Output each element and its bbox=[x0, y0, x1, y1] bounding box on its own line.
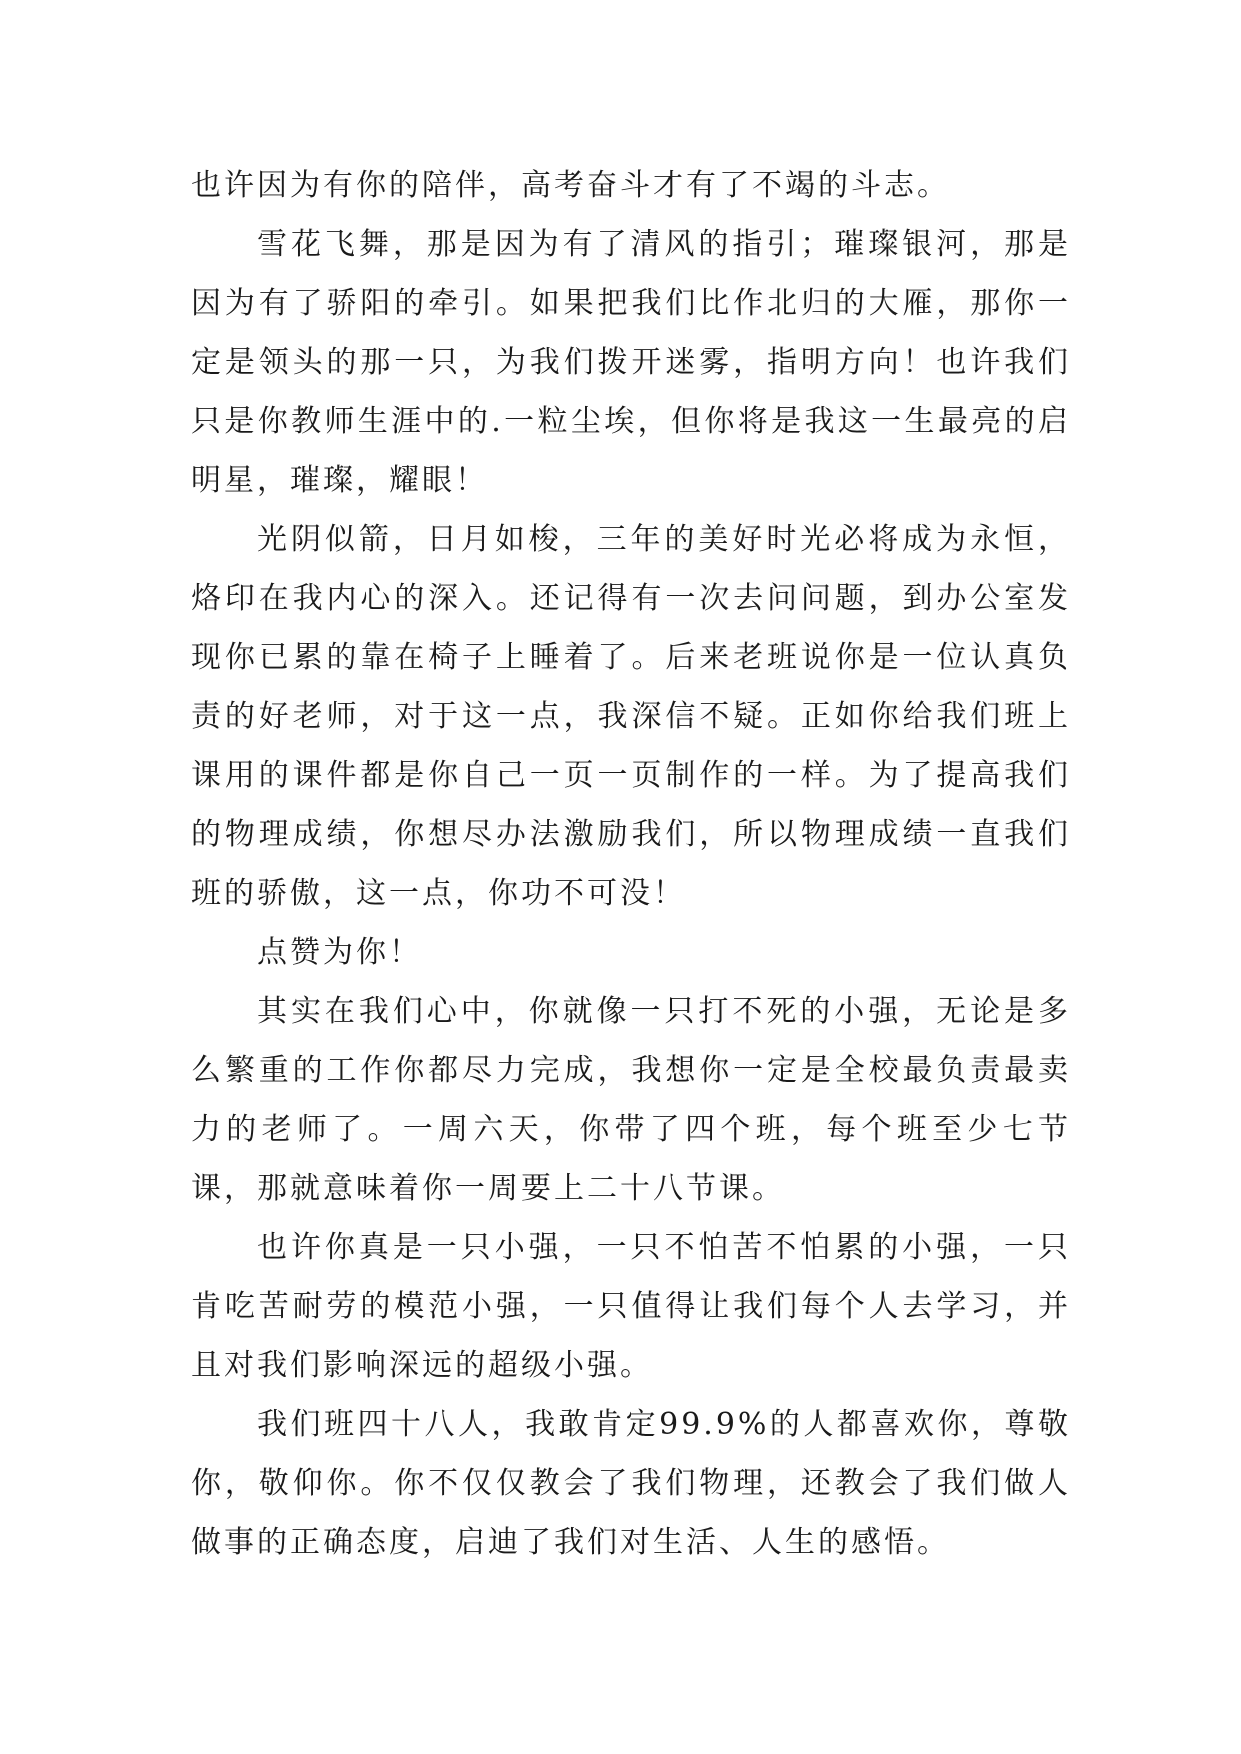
paragraph: 也许因为有你的陪伴，高考奋斗才有了不竭的斗志。 bbox=[191, 168, 950, 203]
document-body bbox=[191, 156, 1071, 1572]
paragraph: 其实在我们心中，你就像一只打不死的小强，无论是多么繁重的工作你都尽力完成，我想你一定是全校最负责最卖力的老师了。一周六天，你带了四个班，每个班至少七节课，那就意味着你一周要上二十八节课。 bbox=[191, 994, 1071, 1206]
paragraph: 我们班四十八人，我敢肯定99.9%的人都喜欢你，尊敬你，敬仰你。你不仅仅教会了我们物理，还教会了我们做人做事的正确态度，启迪了我们对生活、人生的感悟。 bbox=[191, 1407, 1071, 1560]
paragraph: 点赞为你！ bbox=[257, 935, 422, 970]
paragraph: 光阴似箭，日月如梭，三年的美好时光必将成为永恒，烙印在我内心的深入。还记得有一次去问问题，到办公室发现你已累的靠在椅子上睡着了。后来老班说你是一位认真负责的好老师，对于这一点，我深信不疑。正如你给我们班上课用的课件都是你自己一页一页制作的一样。为了提高我们的物理成绩，你想尽办法激励我们，所以物理成绩一直我们班的骄傲，这一点，你功不可没！ bbox=[191, 522, 1071, 911]
paragraph: 也许你真是一只小强，一只不怕苦不怕累的小强，一只肯吃苦耐劳的模范小强，一只值得让我们每个人去学习，并且对我们影响深远的超级小强。 bbox=[191, 1230, 1071, 1383]
paragraph: 雪花飞舞，那是因为有了清风的指引；璀璨银河，那是因为有了骄阳的牵引。如果把我们比作北归的大雁，那你一定是领头的那一只，为我们拨开迷雾，指明方向！也许我们只是你教师生涯中的.一粒尘埃，但你将是我这一生最亮的启明星，璀璨，耀眼！ bbox=[191, 227, 1071, 498]
